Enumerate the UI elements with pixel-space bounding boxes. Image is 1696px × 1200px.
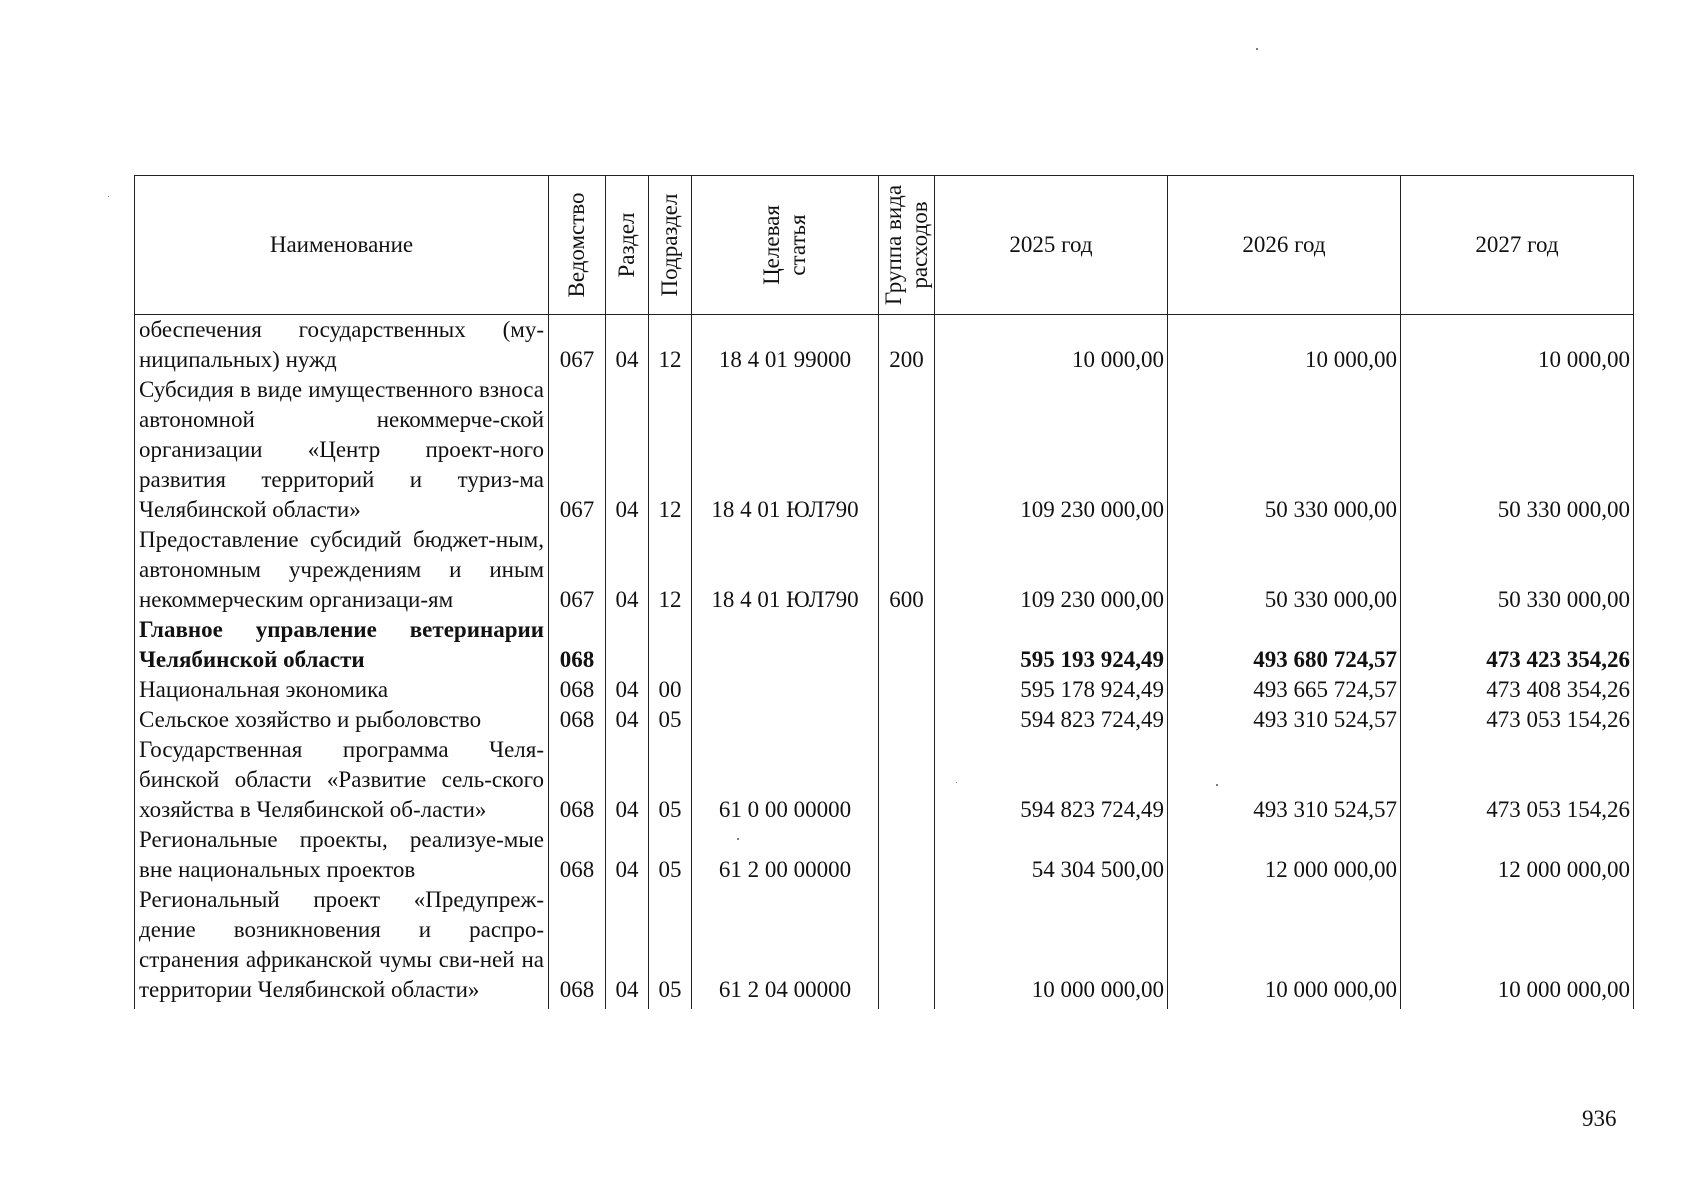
row-2027: 473 053 154,26 <box>1401 735 1634 825</box>
table-row <box>135 615 1634 675</box>
row-celevaya-statya: 61 2 04 00000 <box>692 885 879 1009</box>
budget-table <box>134 175 1634 1009</box>
header-name: Наименование <box>135 176 549 315</box>
row-name: Региональный проект «Предупреж-дение возникновения и распро-странения африканской чумы сви-ней на территории Челябинской области» <box>135 885 549 1009</box>
table-row <box>135 735 1634 825</box>
row-vedomstvo: 068 <box>549 615 606 675</box>
row-gruppa <box>879 735 935 825</box>
row-gruppa: 200 <box>879 315 935 376</box>
row-name: Национальная экономика <box>135 675 549 705</box>
row-podrazdel: 12 <box>649 375 692 525</box>
row-2027: 50 330 000,00 <box>1401 525 1634 615</box>
row-podrazdel: 05 <box>649 825 692 885</box>
row-celevaya-statya: 18 4 01 99000 <box>692 315 879 376</box>
row-razdel: 04 <box>606 315 649 376</box>
row-gruppa <box>879 825 935 885</box>
row-vedomstvo: 068 <box>549 705 606 735</box>
row-gruppa <box>879 375 935 525</box>
row-razdel: 04 <box>606 885 649 1009</box>
row-2025: 109 230 000,00 <box>935 375 1168 525</box>
header-vedomstvo: Ведомство <box>549 176 606 315</box>
row-name: Субсидия в виде имущественного взноса автономной некоммерче-ской организации «Центр проект-ного развития территорий и туриз-ма Челябинской области» <box>135 375 549 525</box>
row-2027: 12 000 000,00 <box>1401 825 1634 885</box>
scan-speck <box>108 196 109 197</box>
table-row <box>135 705 1634 735</box>
row-vedomstvo: 067 <box>549 375 606 525</box>
header-2026: 2026 год <box>1168 176 1401 315</box>
row-name: обеспечения государственных (му-ниципальных) нужд <box>135 315 549 376</box>
page-number: 936 <box>1582 1106 1617 1131</box>
row-2025: 594 823 724,49 <box>935 735 1168 825</box>
row-2025: 10 000,00 <box>935 315 1168 376</box>
row-celevaya-statya: 61 0 00 00000 <box>692 735 879 825</box>
row-2025: 594 823 724,49 <box>935 705 1168 735</box>
row-celevaya-statya <box>692 615 879 675</box>
row-vedomstvo: 067 <box>549 315 606 376</box>
row-name: Региональные проекты, реализуе-мые вне национальных проектов <box>135 825 549 885</box>
row-2025: 595 178 924,49 <box>935 675 1168 705</box>
row-gruppa: 600 <box>879 525 935 615</box>
row-2026: 493 310 524,57 <box>1168 705 1401 735</box>
table-row <box>135 525 1634 615</box>
header-2027: 2027 год <box>1401 176 1634 315</box>
row-razdel: 04 <box>606 825 649 885</box>
row-podrazdel: 05 <box>649 885 692 1009</box>
row-celevaya-statya <box>692 705 879 735</box>
row-2027: 473 423 354,26 <box>1401 615 1634 675</box>
row-2026: 12 000 000,00 <box>1168 825 1401 885</box>
row-razdel <box>606 615 649 675</box>
row-celevaya-statya: 18 4 01 ЮЛ790 <box>692 525 879 615</box>
row-vedomstvo: 068 <box>549 825 606 885</box>
row-name: Сельское хозяйство и рыболовство <box>135 705 549 735</box>
row-vedomstvo: 068 <box>549 735 606 825</box>
row-2027: 473 053 154,26 <box>1401 705 1634 735</box>
table-header-row <box>135 176 1634 315</box>
row-podrazdel <box>649 615 692 675</box>
row-razdel: 04 <box>606 705 649 735</box>
row-podrazdel: 12 <box>649 525 692 615</box>
header-2025: 2025 год <box>935 176 1168 315</box>
row-name: Главное управление ветеринарии Челябинской области <box>135 615 549 675</box>
row-2026: 493 680 724,57 <box>1168 615 1401 675</box>
row-2025: 54 304 500,00 <box>935 825 1168 885</box>
header-razdel: Раздел <box>606 176 649 315</box>
row-celevaya-statya: 18 4 01 ЮЛ790 <box>692 375 879 525</box>
row-2026: 50 330 000,00 <box>1168 375 1401 525</box>
row-2026: 10 000,00 <box>1168 315 1401 376</box>
row-2026: 493 310 524,57 <box>1168 735 1401 825</box>
table-row <box>135 825 1634 885</box>
row-2025: 109 230 000,00 <box>935 525 1168 615</box>
row-podrazdel: 00 <box>649 675 692 705</box>
row-name: Предоставление субсидий бюджет-ным, автономным учреждениям и иным некоммерческим организаци-ям <box>135 525 549 615</box>
table-row <box>135 675 1634 705</box>
header-celevaya-statya: Целевая статья <box>692 176 879 315</box>
row-2027: 10 000 000,00 <box>1401 885 1634 1009</box>
row-2026: 10 000 000,00 <box>1168 885 1401 1009</box>
row-razdel: 04 <box>606 375 649 525</box>
row-razdel: 04 <box>606 735 649 825</box>
table-row <box>135 885 1634 1009</box>
row-2026: 493 665 724,57 <box>1168 675 1401 705</box>
row-2027: 10 000,00 <box>1401 315 1634 376</box>
header-podrazdel: Подраздел <box>649 176 692 315</box>
row-razdel: 04 <box>606 525 649 615</box>
row-podrazdel: 05 <box>649 735 692 825</box>
row-2027: 50 330 000,00 <box>1401 375 1634 525</box>
row-celevaya-statya: 61 2 00 00000 <box>692 825 879 885</box>
row-vedomstvo: 068 <box>549 885 606 1009</box>
row-gruppa <box>879 615 935 675</box>
row-gruppa <box>879 885 935 1009</box>
row-2025: 595 193 924,49 <box>935 615 1168 675</box>
row-gruppa <box>879 705 935 735</box>
row-2026: 50 330 000,00 <box>1168 525 1401 615</box>
row-name: Государственная программа Челя-бинской области «Развитие сель-ского хозяйства в Челябинской об-ласти» <box>135 735 549 825</box>
row-gruppa <box>879 675 935 705</box>
table-row <box>135 315 1634 376</box>
header-gruppa-vida-raskhodov: Группа вида расходов <box>879 176 935 315</box>
row-podrazdel: 12 <box>649 315 692 376</box>
table-row <box>135 375 1634 525</box>
row-vedomstvo: 067 <box>549 525 606 615</box>
row-podrazdel: 05 <box>649 705 692 735</box>
row-vedomstvo: 068 <box>549 675 606 705</box>
row-2025: 10 000 000,00 <box>935 885 1168 1009</box>
scan-speck <box>1256 48 1258 50</box>
row-celevaya-statya <box>692 675 879 705</box>
row-razdel: 04 <box>606 675 649 705</box>
row-2027: 473 408 354,26 <box>1401 675 1634 705</box>
